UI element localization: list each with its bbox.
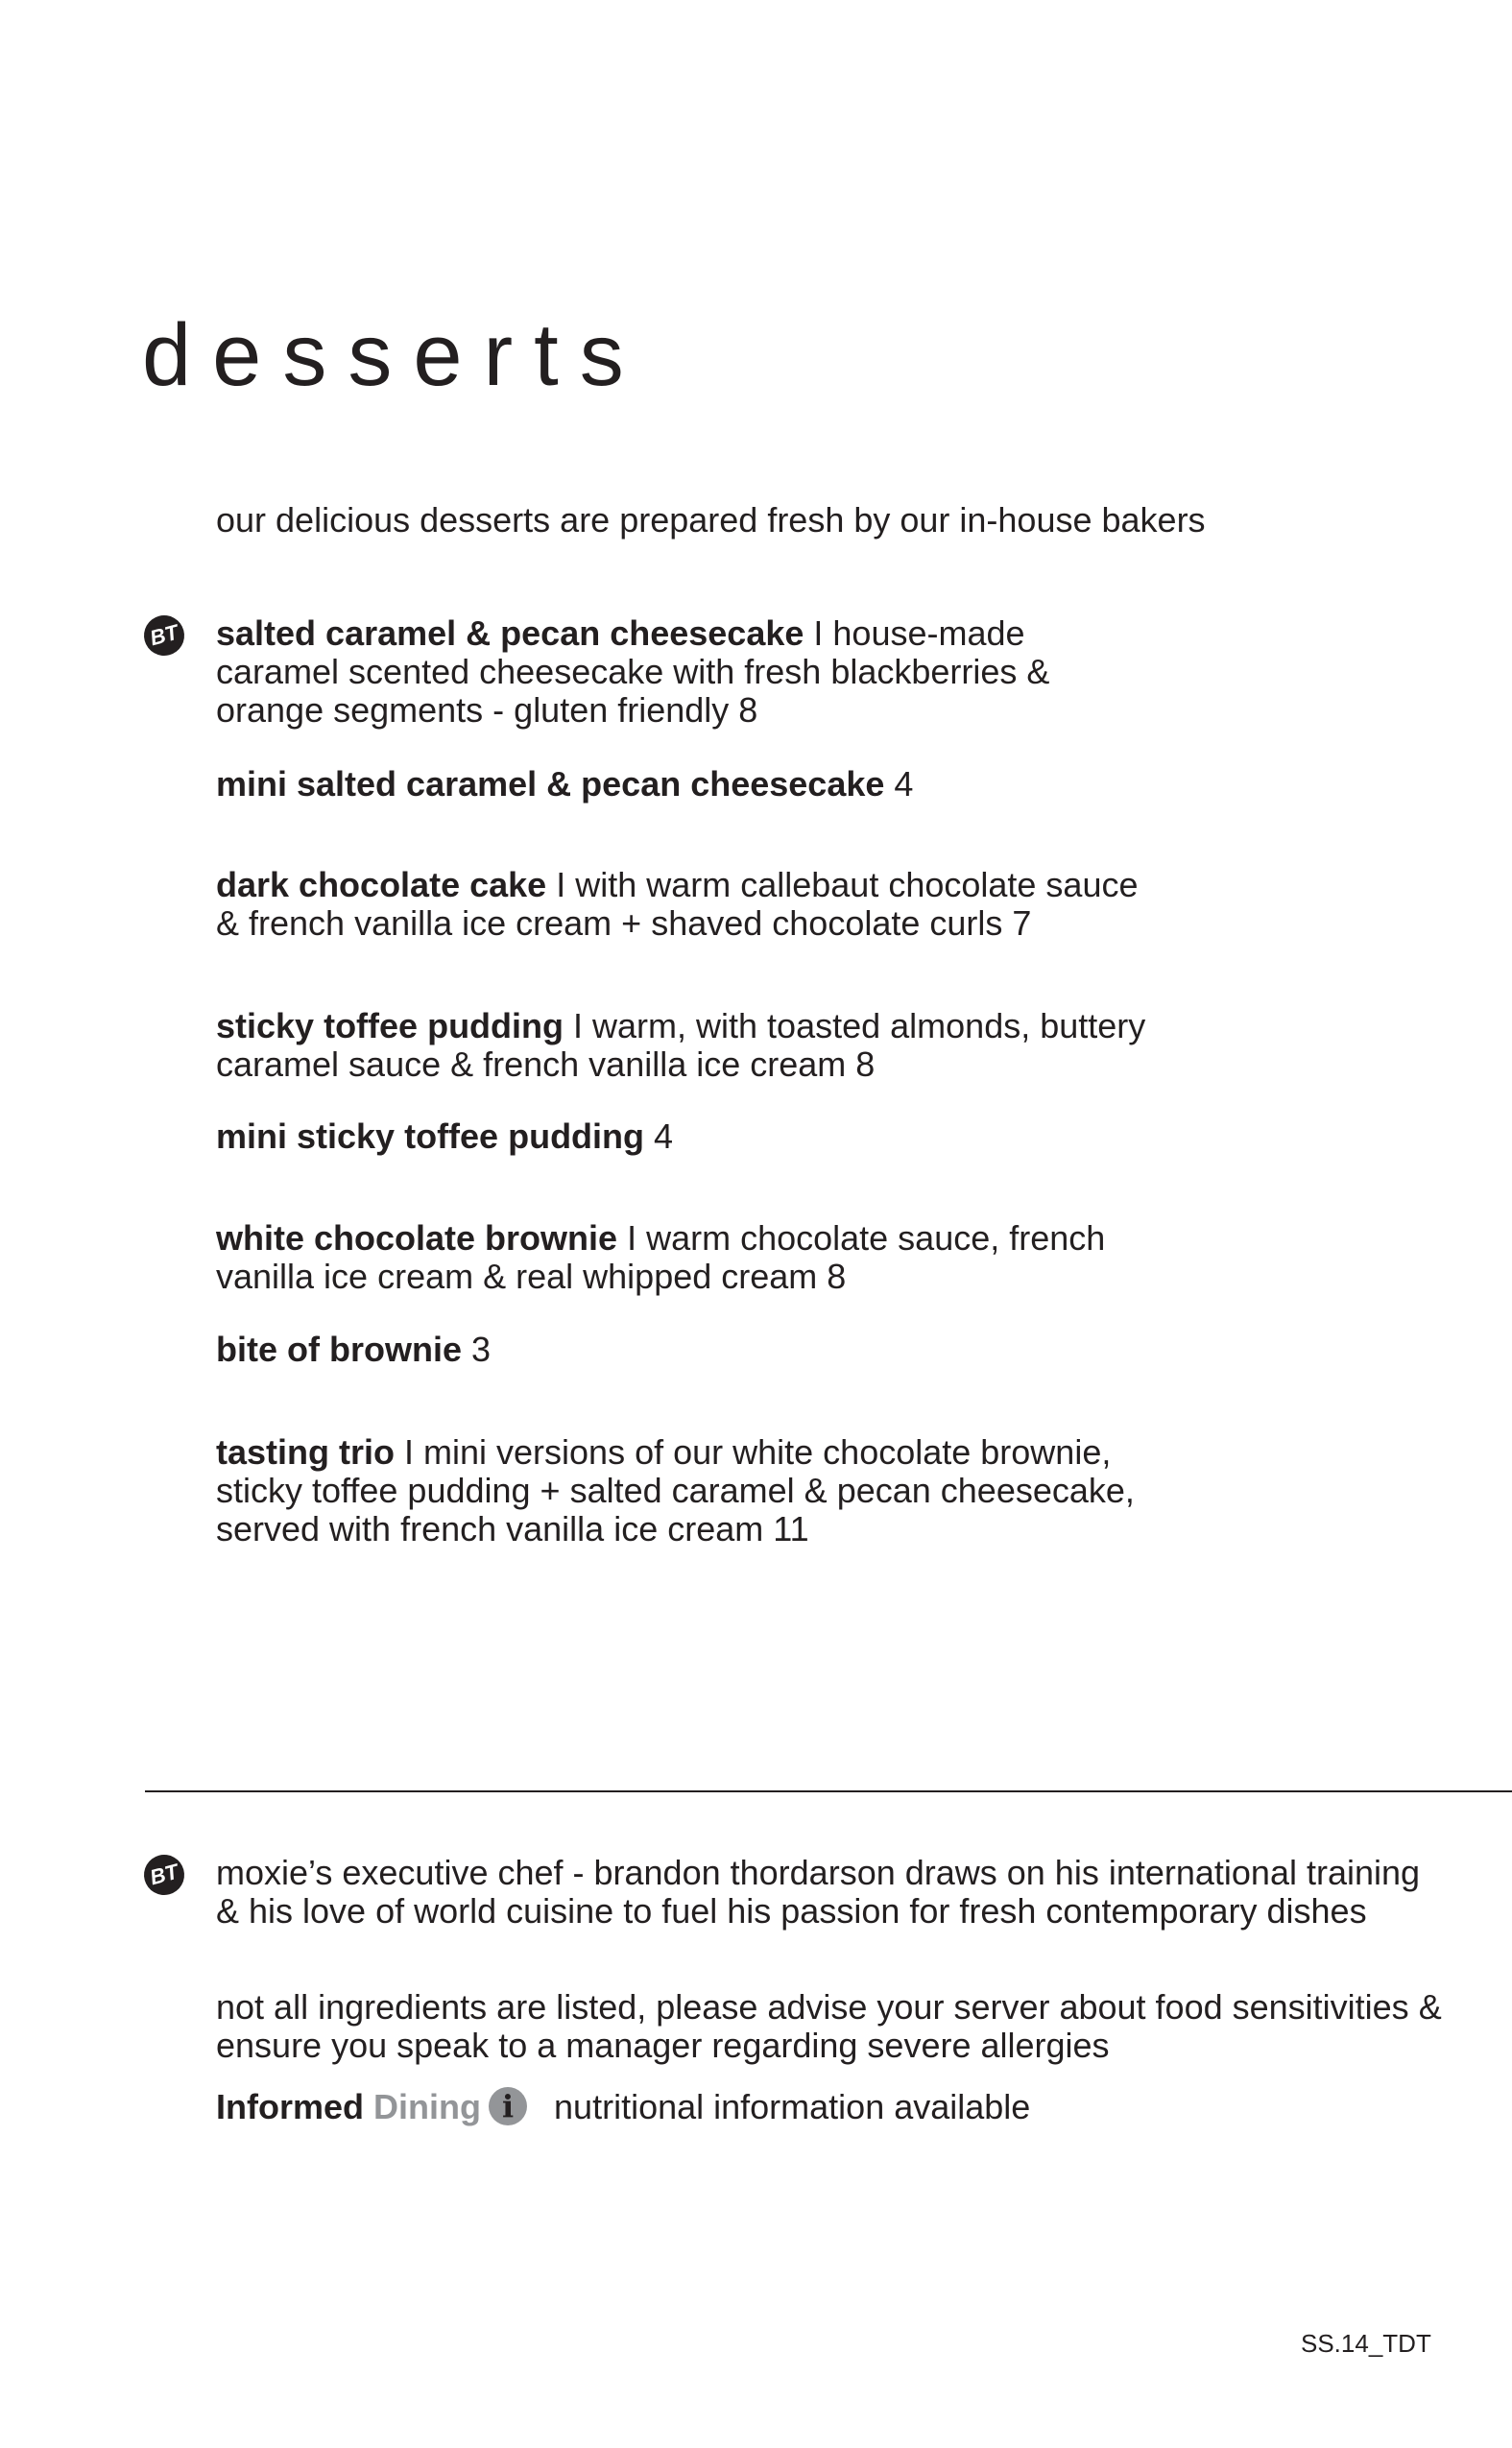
- item-line: & french vanilla ice cream + shaved chocolate curls 7: [216, 903, 1032, 943]
- item-line: [216, 1219, 1105, 1258]
- chef-badge-icon: BT: [139, 1850, 188, 1899]
- item-name: tasting trio: [216, 1432, 395, 1472]
- item-description: 4: [884, 764, 914, 804]
- menu-item: [216, 866, 1139, 943]
- item-line: [216, 1433, 1135, 1472]
- item-line: caramel sauce & french vanilla ice cream 8: [216, 1044, 876, 1084]
- item-line: [216, 614, 1049, 653]
- item-name: white chocolate brownie: [216, 1218, 618, 1258]
- item-line: caramel scented cheesecake with fresh blackberries &: [216, 652, 1050, 691]
- item-description: I with warm callebaut chocolate sauce: [546, 865, 1139, 904]
- item-line: [216, 1117, 673, 1156]
- item-description: I house-made: [804, 613, 1025, 653]
- item-description: 3: [462, 1330, 492, 1369]
- item-description: I mini versions of our white chocolate brownie,: [395, 1432, 1112, 1472]
- informed-dining-logo: Informed Dining i nutritional information available: [216, 2087, 1031, 2126]
- document-code: SS.14_TDT: [1301, 2329, 1431, 2358]
- divider: [145, 1790, 1512, 1792]
- menu-item: [216, 1433, 1135, 1548]
- item-line: [216, 1331, 491, 1369]
- item-line: [216, 1007, 1145, 1045]
- item-line: [216, 866, 1139, 904]
- item-name: mini salted caramel & pecan cheesecake: [216, 764, 885, 804]
- item-line: [216, 765, 913, 804]
- item-line: vanilla ice cream & real whipped cream 8: [216, 1257, 847, 1296]
- item-name: sticky toffee pudding: [216, 1006, 564, 1045]
- item-line: sticky toffee pudding + salted caramel & pecan cheesecake,: [216, 1471, 1135, 1510]
- menu-item: [216, 1007, 1145, 1084]
- intro-text: our delicious desserts are prepared fresh by our in-house bakers: [216, 500, 1206, 540]
- item-name: dark chocolate cake: [216, 865, 547, 904]
- item-name: mini sticky toffee pudding: [216, 1116, 645, 1156]
- item-line: orange segments - gluten friendly 8: [216, 690, 758, 730]
- item-description: I warm, with toasted almonds, buttery: [564, 1006, 1146, 1045]
- info-icon: i: [489, 2087, 527, 2125]
- item-description: 4: [644, 1116, 674, 1156]
- nutrition-text: nutritional information available: [554, 2087, 1031, 2126]
- menu-item: [216, 1117, 673, 1156]
- item-name: salted caramel & pecan cheesecake: [216, 613, 804, 653]
- item-description: I warm chocolate sauce, french: [617, 1218, 1106, 1258]
- chef-note: moxie’s executive chef - brandon thordarson draws on his international training & his love of world cuisine to fuel his passion for fresh contemporary dishes: [216, 1853, 1421, 1931]
- menu-item: [216, 1331, 491, 1369]
- item-name: bite of brownie: [216, 1330, 462, 1369]
- chef-badge-icon: BT: [139, 611, 188, 660]
- page-title: desserts: [142, 306, 645, 404]
- menu-item: [216, 765, 913, 804]
- item-line: served with french vanilla ice cream 11: [216, 1509, 809, 1548]
- menu-item: [216, 1219, 1105, 1296]
- allergy-disclaimer: not all ingredients are listed, please advise your server about food sensitivities & ensure you speak to a manager regarding severe allergies: [216, 1987, 1442, 2065]
- menu-item: [216, 614, 1049, 730]
